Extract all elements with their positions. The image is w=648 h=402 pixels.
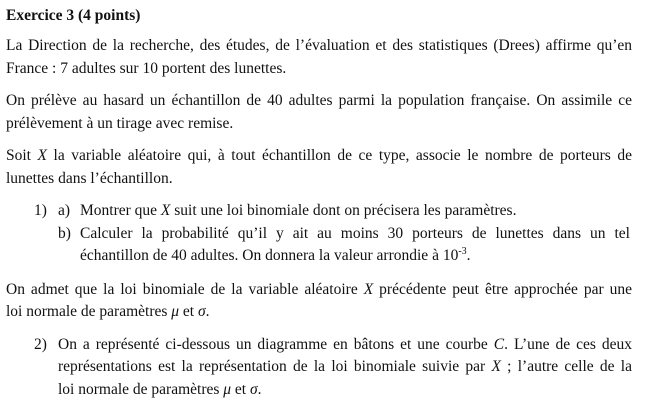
paragraph-variable-line-1 (6, 145, 632, 168)
question-1b-line-1 (6, 223, 632, 246)
question-1b-text-line-2: échantillon de 40 adultes. On donnera la valeur arrondie à 10 (80, 247, 459, 264)
question-1a-variable: X (160, 202, 171, 219)
paragraph-variable-text-a: Soit (6, 147, 38, 164)
question-1a-text-a: Montrer que (80, 202, 161, 219)
question-2-body (6, 334, 632, 402)
question-2-text-a: On a représenté ci-dessous un diagramme en bâtons et une courbe (58, 335, 494, 353)
question-2-text-d: ; l’autre celle de la (500, 358, 632, 375)
mu-symbol: μ (171, 303, 180, 320)
paragraph-normal-approx-text-a: On admet que la loi binomiale de la variable aléatoire (6, 280, 364, 298)
question-1b (6, 223, 632, 268)
question-1a-text-b: suit une loi binomiale dont on précisera les paramètres. (170, 202, 517, 219)
paragraph-variable (6, 145, 632, 190)
exercise-page (6, 6, 632, 401)
paragraph-intro-line-2: France : 7 adultes sur 10 portent des lunettes. (6, 59, 287, 77)
question-2-end: . (257, 380, 262, 398)
question-1 (6, 200, 632, 268)
question-1b-end: . (466, 247, 471, 264)
exercise-title: Exercice 3 (4 points) (6, 7, 141, 24)
question-1-number: 1) (34, 202, 47, 219)
paragraph-sampling-line-1: On prélève au hasard un échantillon de 40 adultes parmi la population française. On assimile ce (6, 92, 632, 109)
question-2-line-1 (58, 334, 632, 357)
paragraph-normal-approx-variable: X (363, 280, 374, 298)
paragraph-variable-line-2: lunettes dans l’échantillon. (6, 169, 173, 187)
paragraph-sampling-line-2: prélèvement à un tirage avec remise. (6, 114, 234, 132)
question-1b-letter: b) (58, 224, 71, 242)
paragraph-variable-text-b: la variable aléatoire qui, à tout échantillon de ce type, associe le nombre de porteurs de (47, 147, 633, 164)
question-2-mu: μ (223, 380, 232, 398)
question-2-text-b: . L’une de ces deux (504, 335, 632, 353)
question-2-line-3 (58, 379, 632, 402)
question-1b-text-line-1: Calculer la probabilité qu’il y ait au moins 30 porteurs de lunettes dans un tel (80, 224, 630, 242)
question-2-variable: X (491, 358, 501, 375)
paragraph-intro-line-1: La Direction de la recherche, des études, de l’évaluation et des statistiques (Drees) affirme qu’en (6, 37, 632, 54)
question-2 (6, 334, 632, 402)
paragraph-sampling (6, 90, 632, 135)
curve-c: C (493, 335, 505, 353)
paragraph-normal-approx-text-b: précédente peut être approchée par une (373, 280, 632, 298)
paragraph-normal-approx-end: . (205, 303, 210, 320)
paragraph-normal-approx-text-c: loi normale de paramètres (6, 303, 172, 320)
sigma-symbol: σ (197, 303, 206, 320)
paragraph-intro (6, 35, 632, 80)
question-2-line-2 (58, 356, 632, 379)
question-2-text-e: loi normale de paramètres (58, 380, 224, 398)
question-1a (6, 200, 632, 223)
question-1b-exponent: -3 (458, 245, 467, 257)
question-2-text-c: représentations est la représentation de la loi binomiale suivie par (58, 358, 492, 375)
question-2-and: et (231, 380, 250, 398)
question-2-sigma: σ (249, 380, 258, 398)
variable-x: X (37, 147, 47, 164)
paragraph-normal-approx-line-1 (6, 279, 632, 302)
paragraph-normal-approx-line-2 (6, 301, 632, 324)
question-1b-line-2 (6, 245, 632, 268)
paragraph-normal-approx-and: et (179, 303, 198, 320)
paragraph-normal-approx (6, 279, 632, 324)
question-1a-line (6, 200, 632, 223)
question-1a-letter: a) (58, 202, 71, 219)
question-2-number: 2) (34, 335, 47, 353)
